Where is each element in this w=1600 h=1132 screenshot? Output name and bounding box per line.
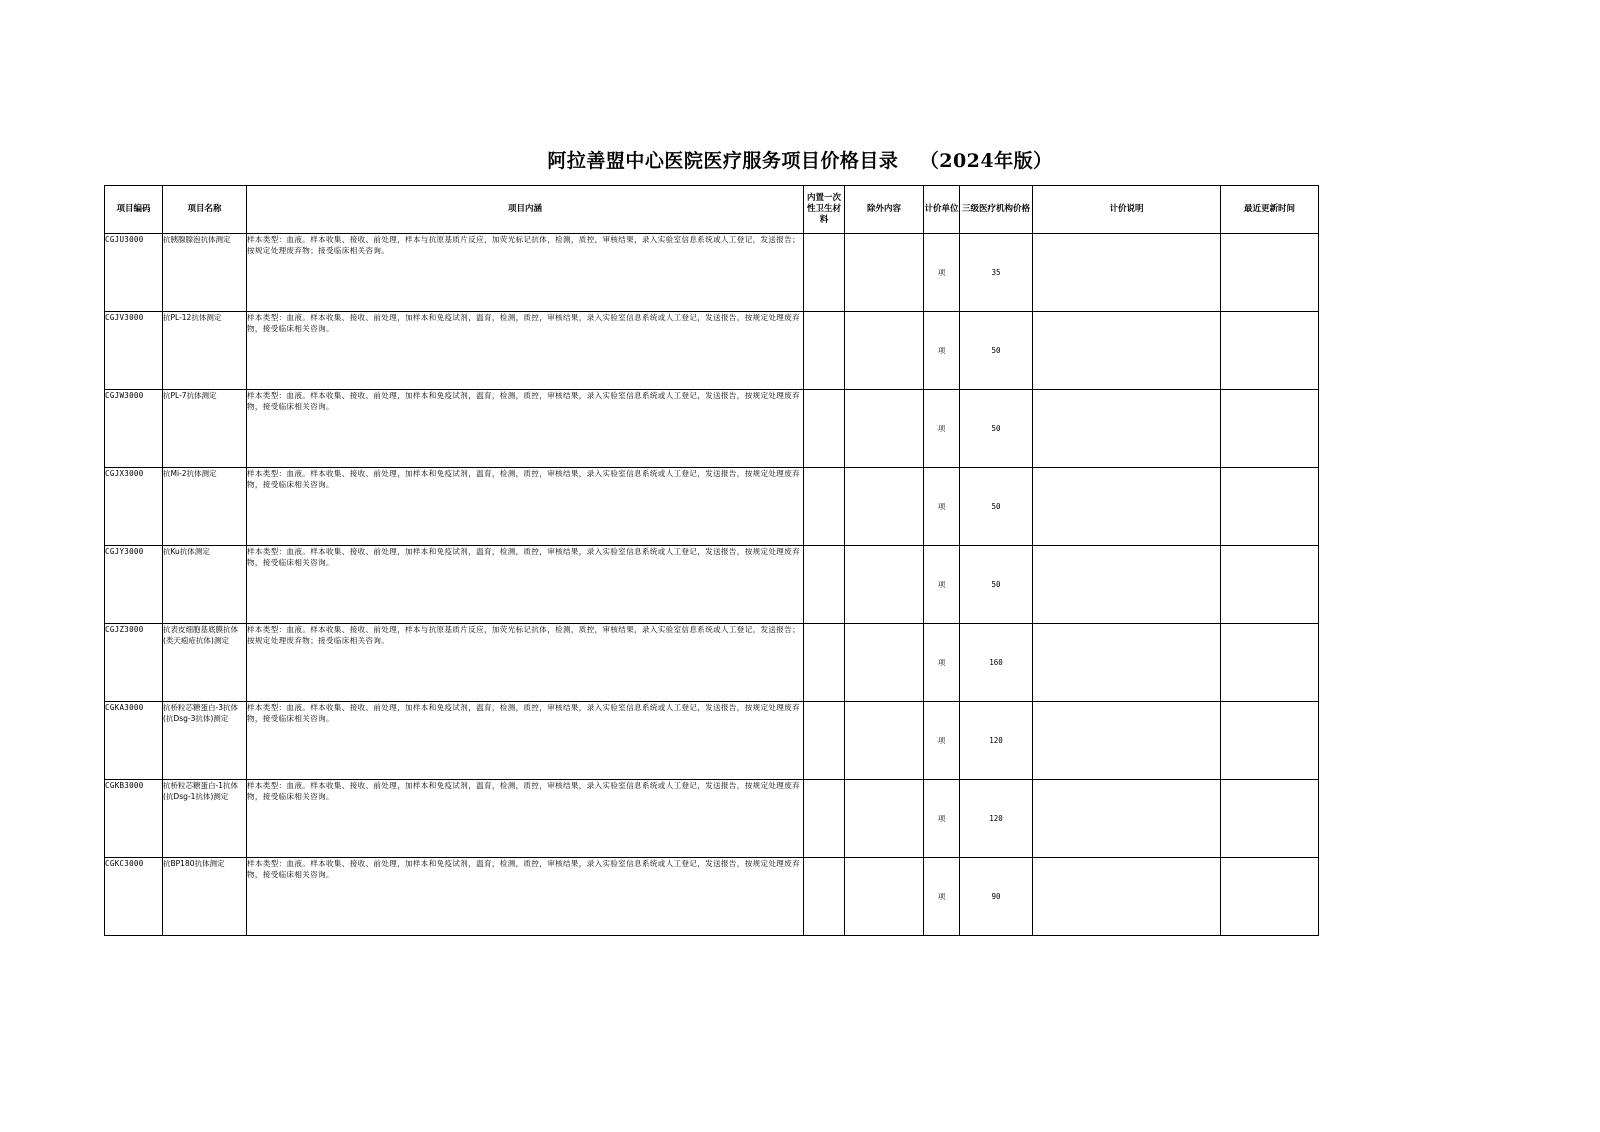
cell-notes	[1033, 780, 1221, 858]
cell-price: 120	[960, 780, 1033, 858]
cell-content: 样本类型：血液。样本收集、接收、前处理，加样本和免疫试剂，温育，检测，质控，审核结果，录入实验室信息系统或人工登记，发送报告，按规定处理废弃物，接受临床相关咨询。	[247, 780, 804, 858]
cell-notes	[1033, 624, 1221, 702]
cell-unit: 项	[924, 468, 960, 546]
cell-content: 样本类型：血液。样本收集、接收、前处理，样本与抗原基质片反应，加荧光标记抗体，检测，质控，审核结果，录入实验室信息系统或人工登记，发送报告；按规定处理废弃物；接受临床相关咨询。	[247, 234, 804, 312]
header-content: 项目内涵	[247, 186, 804, 234]
cell-name: 抗桥粒芯糖蛋白-3抗体(抗Dsg-3抗体)测定	[163, 702, 247, 780]
cell-exclusions	[845, 858, 924, 936]
cell-unit: 项	[924, 234, 960, 312]
table-row	[105, 780, 1319, 858]
cell-notes	[1033, 234, 1221, 312]
cell-price: 160	[960, 624, 1033, 702]
cell-code: CGJV3000	[105, 312, 163, 390]
cell-code: CGJY3000	[105, 546, 163, 624]
cell-materials	[804, 390, 845, 468]
cell-name: 抗胰腺腺泡抗体测定	[163, 234, 247, 312]
cell-name: 抗PL-12抗体测定	[163, 312, 247, 390]
table-row	[105, 546, 1319, 624]
cell-exclusions	[845, 702, 924, 780]
header-materials: 内置一次性卫生材料	[804, 186, 845, 234]
cell-unit: 项	[924, 390, 960, 468]
cell-name: 抗Ku抗体测定	[163, 546, 247, 624]
cell-updated	[1221, 546, 1319, 624]
table-row	[105, 390, 1319, 468]
cell-unit: 项	[924, 624, 960, 702]
cell-code: CGKC3000	[105, 858, 163, 936]
cell-notes	[1033, 858, 1221, 936]
cell-exclusions	[845, 780, 924, 858]
cell-updated	[1221, 468, 1319, 546]
header-code: 项目编码	[105, 186, 163, 234]
header-updated: 最近更新时间	[1221, 186, 1319, 234]
cell-name: 抗桥粒芯糖蛋白-1抗体(抗Dsg-1抗体)测定	[163, 780, 247, 858]
cell-materials	[804, 702, 845, 780]
table-row	[105, 468, 1319, 546]
cell-content: 样本类型：血液。样本收集、接收、前处理，加样本和免疫试剂，温育，检测，质控，审核结果，录入实验室信息系统或人工登记，发送报告，按规定处理废弃物，接受临床相关咨询。	[247, 312, 804, 390]
table-row	[105, 624, 1319, 702]
cell-content: 样本类型：血液。样本收集、接收、前处理，加样本和免疫试剂，温育，检测，质控，审核结果，录入实验室信息系统或人工登记，发送报告，按规定处理废弃物，接受临床相关咨询。	[247, 468, 804, 546]
cell-notes	[1033, 312, 1221, 390]
cell-notes	[1033, 468, 1221, 546]
header-row	[105, 186, 1319, 234]
cell-unit: 项	[924, 546, 960, 624]
cell-updated	[1221, 624, 1319, 702]
cell-price: 35	[960, 234, 1033, 312]
cell-code: CGJW3000	[105, 390, 163, 468]
cell-unit: 项	[924, 858, 960, 936]
header-unit: 计价单位	[924, 186, 960, 234]
cell-name: 抗PL-7抗体测定	[163, 390, 247, 468]
cell-content: 样本类型：血液。样本收集、接收、前处理，加样本和免疫试剂，温育，检测，质控，审核结果，录入实验室信息系统或人工登记，发送报告，按规定处理废弃物，接受临床相关咨询。	[247, 546, 804, 624]
cell-code: CGJU3000	[105, 234, 163, 312]
table-row	[105, 234, 1319, 312]
cell-name: 抗Mi-2抗体测定	[163, 468, 247, 546]
price-catalog-table	[104, 185, 1319, 936]
table-header	[105, 186, 1319, 234]
cell-content: 样本类型：血液。样本收集、接收、前处理，加样本和免疫试剂，温育，检测，质控，审核结果，录入实验室信息系统或人工登记，发送报告，按规定处理废弃物，接受临床相关咨询。	[247, 702, 804, 780]
cell-price: 90	[960, 858, 1033, 936]
cell-exclusions	[845, 390, 924, 468]
header-name: 项目名称	[163, 186, 247, 234]
table-body	[105, 234, 1319, 936]
table-row	[105, 858, 1319, 936]
cell-content: 样本类型：血液。样本收集、接收、前处理，加样本和免疫试剂，温育，检测，质控，审核结果，录入实验室信息系统或人工登记，发送报告，按规定处理废弃物，接受临床相关咨询。	[247, 858, 804, 936]
cell-notes	[1033, 546, 1221, 624]
cell-notes	[1033, 702, 1221, 780]
cell-content: 样本类型：血液。样本收集、接收、前处理，样本与抗原基质片反应，加荧光标记抗体，检测，质控，审核结果，录入实验室信息系统或人工登记，发送报告；按规定处理废弃物；接受临床相关咨询。	[247, 624, 804, 702]
header-notes: 计价说明	[1033, 186, 1221, 234]
cell-exclusions	[845, 234, 924, 312]
cell-updated	[1221, 858, 1319, 936]
cell-unit: 项	[924, 702, 960, 780]
cell-exclusions	[845, 546, 924, 624]
cell-code: CGKA3000	[105, 702, 163, 780]
cell-price: 120	[960, 702, 1033, 780]
table-row	[105, 312, 1319, 390]
cell-name: 抗表皮细胞基底膜抗体(类天疱疮抗体)测定	[163, 624, 247, 702]
cell-name: 抗BP180抗体测定	[163, 858, 247, 936]
cell-code: CGJX3000	[105, 468, 163, 546]
cell-exclusions	[845, 624, 924, 702]
cell-materials	[804, 780, 845, 858]
cell-updated	[1221, 390, 1319, 468]
cell-unit: 项	[924, 780, 960, 858]
cell-materials	[804, 858, 845, 936]
cell-exclusions	[845, 312, 924, 390]
cell-updated	[1221, 780, 1319, 858]
cell-price: 50	[960, 390, 1033, 468]
cell-updated	[1221, 702, 1319, 780]
cell-materials	[804, 546, 845, 624]
cell-materials	[804, 234, 845, 312]
header-price: 三级医疗机构价格	[960, 186, 1033, 234]
cell-updated	[1221, 312, 1319, 390]
cell-exclusions	[845, 468, 924, 546]
cell-unit: 项	[924, 312, 960, 390]
table-row	[105, 702, 1319, 780]
document-title: 阿拉善盟中心医院医疗服务项目价格目录 （2024年版）	[547, 150, 1053, 172]
cell-materials	[804, 312, 845, 390]
cell-materials	[804, 624, 845, 702]
cell-updated	[1221, 234, 1319, 312]
cell-content: 样本类型：血液。样本收集、接收、前处理，加样本和免疫试剂，温育，检测，质控，审核结果，录入实验室信息系统或人工登记，发送报告，按规定处理废弃物，接受临床相关咨询。	[247, 390, 804, 468]
cell-price: 50	[960, 312, 1033, 390]
cell-materials	[804, 468, 845, 546]
cell-price: 50	[960, 468, 1033, 546]
cell-notes	[1033, 390, 1221, 468]
header-exclusions: 除外内容	[845, 186, 924, 234]
cell-code: CGJZ3000	[105, 624, 163, 702]
cell-price: 50	[960, 546, 1033, 624]
cell-code: CGKB3000	[105, 780, 163, 858]
